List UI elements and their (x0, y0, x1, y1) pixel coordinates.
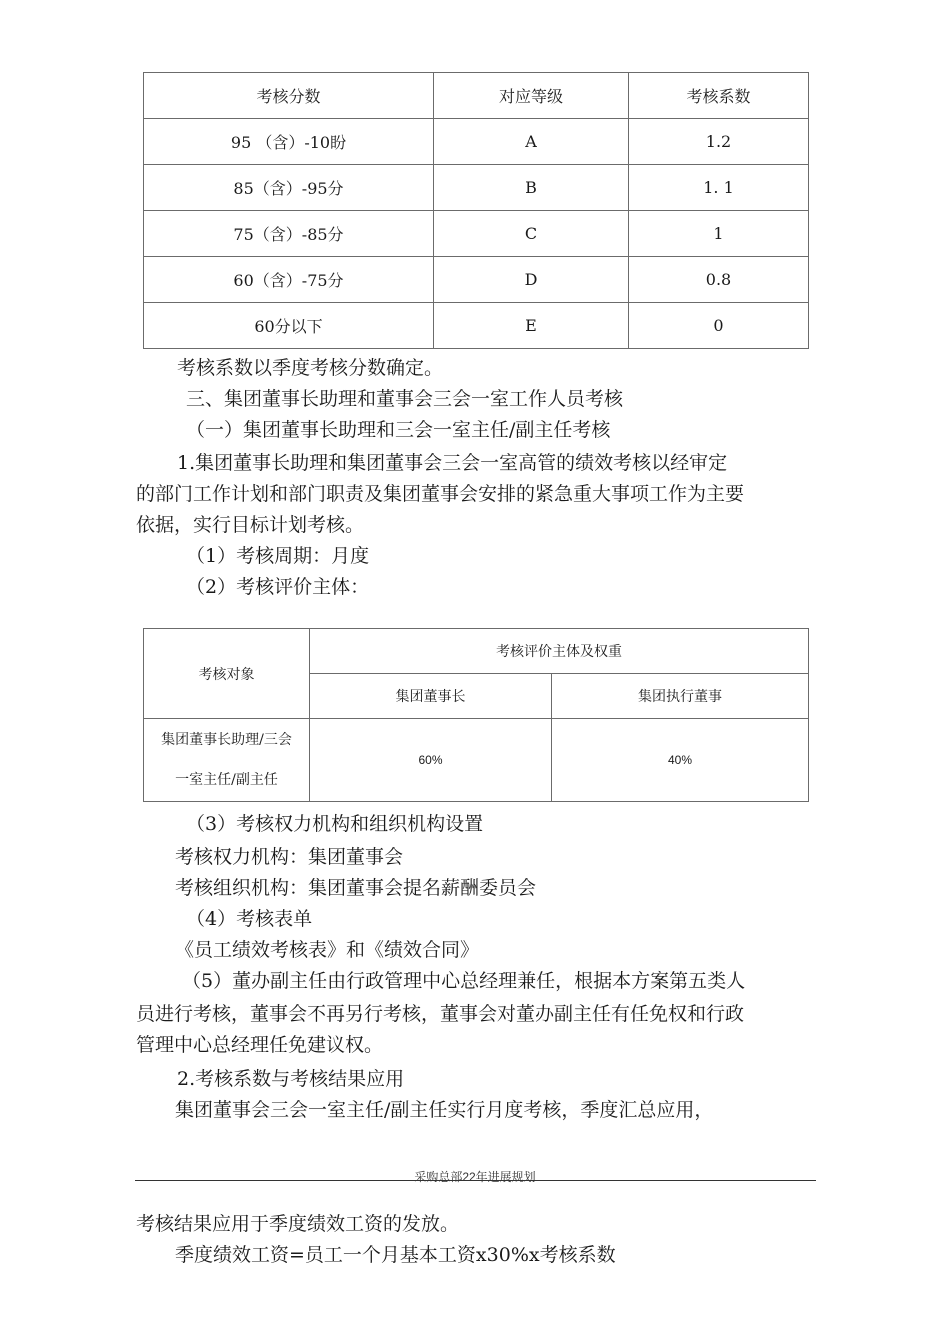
score-cell: 60分以下 (144, 303, 434, 349)
grade-cell: D (434, 257, 629, 303)
target-line: 集团董事长助理/三会 (161, 732, 292, 748)
weight-cell: 40% (552, 719, 809, 802)
paragraph-line: （5）董办副主任由行政管理中心总经理兼任，根据本方案第五类人 (182, 970, 746, 992)
item-forms: （4）考核表单 (186, 908, 313, 930)
subsection-heading-2: 2.考核系数与考核结果应用 (177, 1068, 405, 1090)
target-cell (144, 719, 310, 802)
item-evaluator: （2）考核评价主体： (186, 576, 370, 598)
page-footer: 采购总部22年进展规划 (414, 1170, 536, 1184)
grade-cell: B (434, 165, 629, 211)
coefficient-cell: 0.8 (629, 257, 809, 303)
paragraph-authority-body: 考核权力机构：集团董事会 (175, 846, 404, 868)
paragraph-coefficient-note: 考核系数以季度考核分数确定。 (177, 357, 444, 379)
table-row (144, 211, 809, 257)
score-cell: 60（含）-75分 (144, 257, 434, 303)
paragraph-line: 的部门工作计划和部门职责及集团董事会安排的紧急重大事项工作为主要 (136, 483, 745, 505)
item-cycle: （1）考核周期：月度 (186, 545, 370, 567)
header-score: 考核分数 (144, 73, 434, 119)
table-row (144, 119, 809, 165)
paragraph-line: 集团董事会三会一室主任/副主任实行月度考核，季度汇总应用， (175, 1099, 714, 1121)
coefficient-cell: 1. 1 (629, 165, 809, 211)
coefficient-cell: 1 (629, 211, 809, 257)
grade-cell: E (434, 303, 629, 349)
table-row (144, 719, 809, 802)
header-executive-director: 集团执行董事 (552, 674, 809, 719)
score-grade-table (143, 72, 809, 349)
grade-cell: A (434, 119, 629, 165)
paragraph-line: 管理中心总经理任免建议权。 (136, 1034, 384, 1056)
subsection-heading-1: （一）集团董事长助理和三会一室主任/副主任考核 (186, 419, 611, 441)
header-grade: 对应等级 (434, 73, 629, 119)
table-row (144, 303, 809, 349)
paragraph-line: 员进行考核，董事会不再另行考核，董事会对董办副主任有任免权和行政 (136, 1003, 745, 1025)
coefficient-cell: 0 (629, 303, 809, 349)
section-heading-3: 三、集团董事长助理和董事会三会一室工作人员考核 (186, 388, 624, 410)
paragraph-line: 依据，实行目标计划考核。 (136, 514, 365, 536)
table-row (144, 165, 809, 211)
paragraph-line: 考核结果应用于季度绩效工资的发放。 (136, 1213, 460, 1235)
score-cell: 95 （含）-10盼 (144, 119, 434, 165)
evaluator-weight-table (143, 628, 809, 802)
footer-divider (135, 1180, 816, 1181)
header-evaluator-group: 考核评价主体及权重 (310, 629, 809, 674)
paragraph-forms-body: 《员工绩效考核表》和《绩效合同》 (175, 939, 480, 961)
formula-line: 季度绩效工资=员工一个月基本工资x30%x考核系数 (175, 1244, 616, 1266)
target-line: 一室主任/副主任 (175, 772, 278, 788)
paragraph-line: 1.集团董事长助理和集团董事会三会一室高管的绩效考核以经审定 (177, 452, 728, 474)
weight-cell: 60% (310, 719, 552, 802)
table-header-row (144, 73, 809, 119)
header-coefficient: 考核系数 (629, 73, 809, 119)
score-cell: 75（含）-85分 (144, 211, 434, 257)
header-chairman: 集团董事长 (310, 674, 552, 719)
grade-cell: C (434, 211, 629, 257)
paragraph-organization-body: 考核组织机构：集团董事会提名薪酬委员会 (175, 877, 537, 899)
table-header-row (144, 629, 809, 674)
header-target: 考核对象 (144, 629, 310, 719)
table-row (144, 257, 809, 303)
item-authority: （3）考核权力机构和组织机构设置 (186, 813, 484, 835)
score-cell: 85（含）-95分 (144, 165, 434, 211)
coefficient-cell: 1.2 (629, 119, 809, 165)
